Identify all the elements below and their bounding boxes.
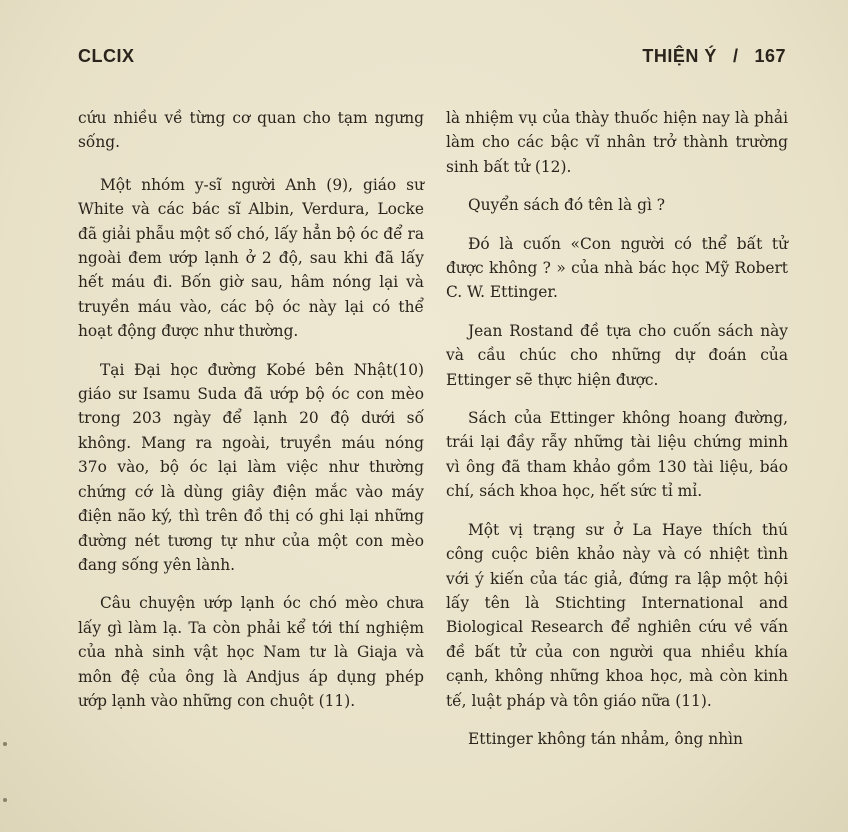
paragraph: cứu nhiều về từng cơ quan cho tạm ngưng sống.: [78, 109, 424, 152]
paragraph: Đó là cuốn «Con người có thể bất tử được không ? » của nhà bác học Mỹ Robert C. W. Ettinger.: [446, 234, 788, 302]
paragraph: là nhiệm vụ của thày thuốc hiện nay là phải làm cho các bậc vĩ nhân trở thành trường sinh bất tử (12).: [446, 109, 788, 176]
left-column: [78, 106, 424, 727]
paragraph: Jean Rostand đề tựa cho cuốn sách này và cầu chúc cho những dự đoán của Ettinger sẽ thực hiện được.: [446, 321, 788, 389]
paragraph: Quyển sách đó tên là gì ?: [468, 196, 666, 215]
paragraph: Một nhóm y-sĩ người Anh (9), giáo sư White và các bác sĩ Albin, Verdura, Locke đã giải phẫu một số chó, lấy hẳn bộ óc để ra ngoài đem ướp lạnh ở 2 độ, sau khi đã lấy hết máu đi. Bốn giờ sau, hâm nóng lại và truyền máu vào, các bộ óc này lại có thể hoạt động được như thường.: [78, 175, 424, 341]
paragraph: Ettinger không tán nhảm, ông nhìn: [468, 729, 743, 748]
header-right-group: [642, 46, 786, 67]
paragraph: Một vị trạng sư ở La Haye thích thú công cuộc biên khảo này và có nhiệt tình với ý kiến của tác giả, đứng ra lập một hội lấy tên là Stichting International and Biological Research để nghiên cứu về vấn đề bất tử của con người qua nhiều khía cạnh, không những khoa học, mà còn kinh tế, luật pháp và tôn giáo nữa (11).: [446, 520, 788, 710]
header-separator: /: [732, 46, 739, 66]
section-code: CLCIX: [78, 46, 135, 66]
paragraph: Sách của Ettinger không hoang đường, trái lại đầy rẫy những tài liệu chứng minh vì ông đã tham khảo gồm 130 tài liệu, báo chí, sách khoa học, hết sức tỉ mỉ.: [446, 409, 788, 501]
paragraph: Câu chuyện ướp lạnh óc chó mèo chưa lấy gì làm lạ. Ta còn phải kể tới thí nghiệm của nhà sinh vật học Nam tư là Giaja và môn đệ của ông là Andjus áp dụng phép ướp lạnh vào những con chuột (11).: [78, 594, 424, 710]
page-header: [78, 46, 786, 72]
paragraph: Tại Đại học đường Kobé bên Nhật(10) giáo sư Isamu Suda đã ướp bộ óc con mèo trong 203 ngày để lạnh 20 độ dưới số không. Mang ra ngoài, truyền máu nóng 37o vào, bộ óc lại làm việc như thường chứng cớ là dùng giây điện mắc vào máy điện não ký, thì trên đồ thị có ghi lại những đường nét tương tự như của một con mèo đang sống yên lành.: [78, 360, 424, 574]
right-column: [446, 106, 788, 765]
page-edge-mark: [3, 742, 7, 746]
page-edge-mark: [3, 798, 7, 802]
running-title: THIỆN Ý: [642, 46, 717, 66]
page-number: 167: [754, 46, 786, 66]
